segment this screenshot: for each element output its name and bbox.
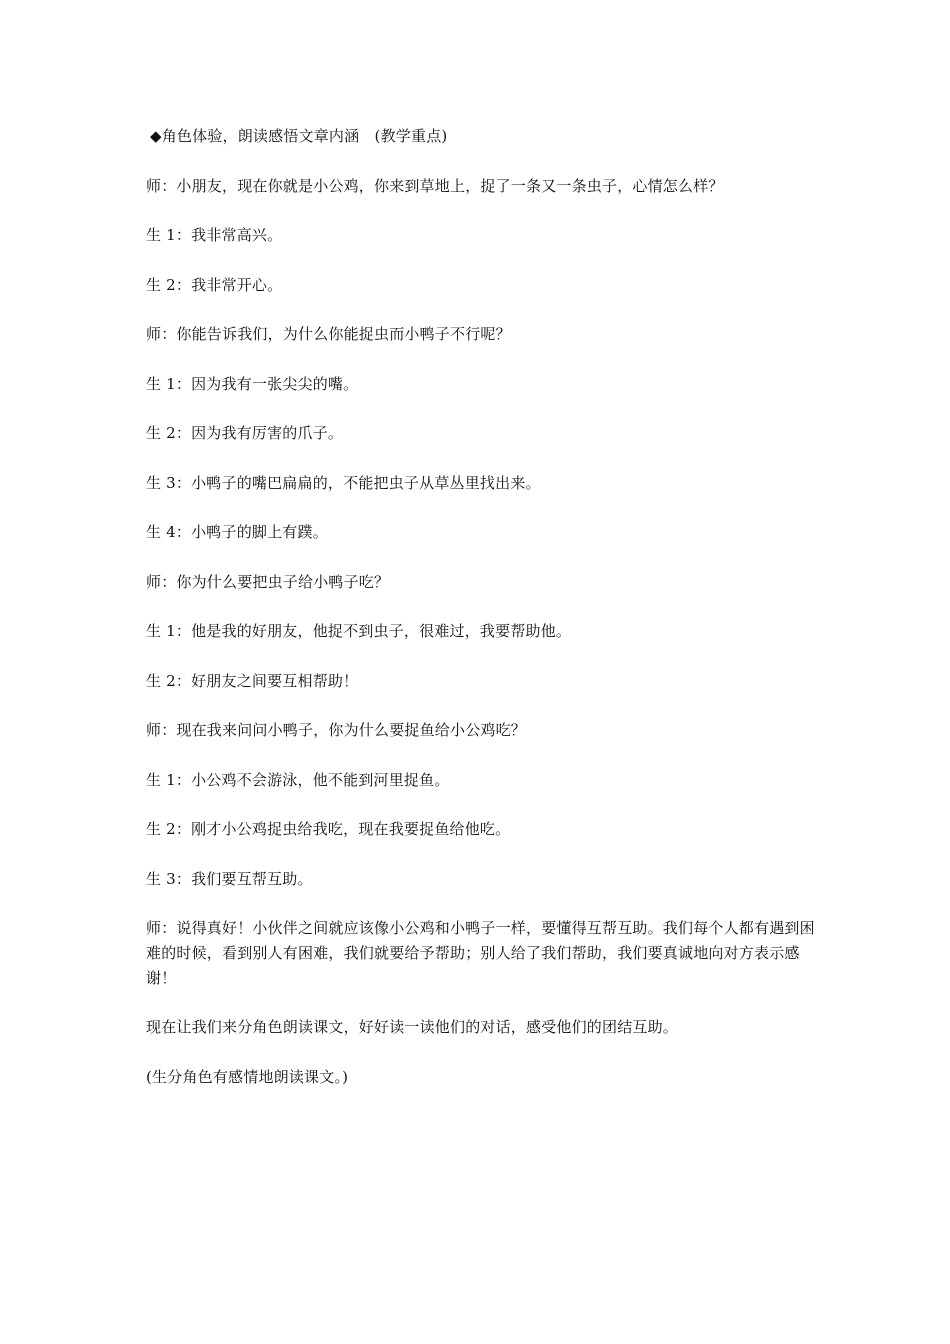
paragraph-gap bbox=[146, 1040, 816, 1065]
section-heading: ◆角色体验，朗读感悟文章内涵 (教学重点) bbox=[150, 127, 448, 145]
paragraph-gap bbox=[146, 248, 816, 273]
paragraph-student-answer: 生 2：刚才小公鸡捉虫给我吃，现在我要捉鱼给他吃。 bbox=[146, 820, 511, 838]
document-content bbox=[146, 124, 816, 1090]
paragraph-teacher-summary: 师：说得真好！小伙伴之间就应该像小公鸡和小鸭子一样，要懂得互帮互助。我们每个人都有遇到困难的时候，看到别人有困难，我们就要给予帮助；别人给了我们帮助，我们要真诚地向对方表示感谢！ bbox=[146, 919, 815, 987]
paragraph-gap bbox=[146, 347, 816, 372]
paragraph-student-answer: 生 2：因为我有厉害的爪子。 bbox=[146, 424, 344, 442]
paragraph-student-answer: 生 2：好朋友之间要互相帮助！ bbox=[146, 671, 359, 690]
paragraph-gap bbox=[146, 644, 816, 669]
paragraph-student-answer: 生 1：我非常高兴。 bbox=[146, 226, 283, 244]
paragraph-gap bbox=[146, 149, 816, 174]
paragraph-teacher-question-3: 师：你为什么要把虫子给小鸭子吃？ bbox=[146, 572, 390, 591]
paragraph-gap bbox=[146, 298, 816, 323]
paragraph-student-answer: 生 1：小公鸡不会游泳，他不能到河里捉鱼。 bbox=[146, 770, 450, 789]
paragraph-gap bbox=[146, 991, 816, 1015]
paragraph-gap bbox=[146, 595, 816, 620]
paragraph-gap bbox=[146, 694, 816, 719]
paragraph-student-answer: 生 1：他是我的好朋友，他捉不到虫子，很难过，我要帮助他。 bbox=[146, 622, 572, 640]
paragraph-gap bbox=[146, 199, 816, 224]
paragraph-student-answer: 生 2：我非常开心。 bbox=[146, 275, 283, 294]
paragraph-student-answer: 生 3：我们要互帮互助。 bbox=[146, 869, 313, 888]
paragraph-student-answer: 生 3：小鸭子的嘴巴扁扁的，不能把虫子从草丛里找出来。 bbox=[146, 473, 541, 492]
paragraph-gap bbox=[146, 496, 816, 521]
paragraph-student-answer: 生 1：因为我有一张尖尖的嘴。 bbox=[146, 374, 359, 393]
paragraph-gap bbox=[146, 397, 816, 422]
paragraph-gap bbox=[146, 793, 816, 818]
paragraph-teacher-question-2: 师：你能告诉我们，为什么你能捉虫而小鸭子不行呢？ bbox=[146, 325, 511, 343]
paragraph-teacher-question-4: 师：现在我来问问小鸭子，你为什么要捉鱼给小公鸡吃？ bbox=[146, 721, 527, 739]
paragraph-gap bbox=[146, 446, 816, 471]
paragraph-gap bbox=[146, 545, 816, 570]
paragraph-teacher-question-1: 师：小朋友，现在你就是小公鸡，你来到草地上，捉了一条又一条虫子，心情怎么样？ bbox=[146, 176, 724, 195]
paragraph-student-answer: 生 4：小鸭子的脚上有蹼。 bbox=[146, 523, 328, 541]
paragraph-gap bbox=[146, 892, 816, 917]
paragraph-reading-instruction: 现在让我们来分角色朗读课文，好好读一读他们的对话，感受他们的团结互助。 bbox=[146, 1018, 679, 1036]
paragraph-stage-direction: (生分角色有感情地朗读课文。) bbox=[146, 1067, 349, 1086]
paragraph-gap bbox=[146, 842, 816, 867]
paragraph-gap bbox=[146, 743, 816, 768]
